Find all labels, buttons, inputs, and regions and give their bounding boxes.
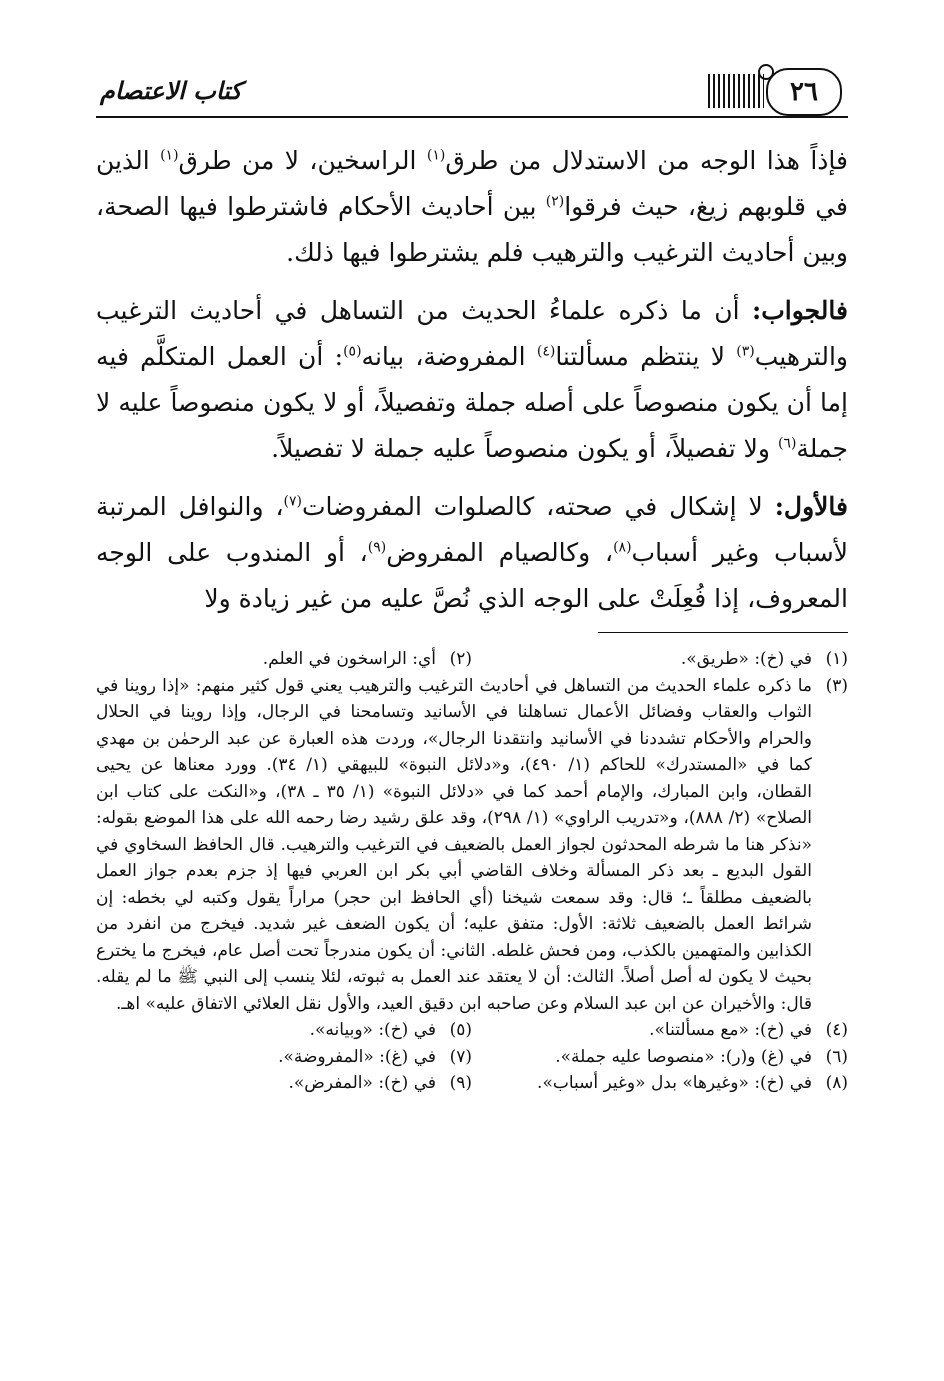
footnote-text: ما ذكره علماء الحديث من التساهل في أحاديث الترغيب والترهيب يعني قول كثير منهم: «إذا روينا في الثواب والعقاب وفضائل الأعمال تساهلنا في الأسانيد وتسامحنا في الرجال، وإذا روينا في الحلال والحرام والأحكام تشددنا في الأسانيد وانتقدنا الرجال»، وردت هذه العبارة عن عبد الرحمٰن بن مهدي كما في «المستدرك» للحاكم (١/ ٤٩٠)، و«دلائل النبوة» للبيهقي (١/ ٣٤). وورد معناها عن يحيى القطان، وابن المبارك، والإمام أحمد كما في «دلائل النبوة» (١/ ٣٥ ـ ٣٨)، و«النكت على كتاب ابن الصلاح» (٢/ ٨٨٨)، و«تدريب الراوي» (١/ ٢٩٨)، وقد علق رشيد رضا رحمه الله على هذا الموضع بقوله: «نذكر هنا ما شرطه المحدثون لجواز العمل بالضعيف في الترغيب والترهيب. قال الحافظ السخاوي في القول البديع ـ بعد ذكر المسألة وخلاف القاضي أبي بكر ابن العربي فيها إذ جزم بعدم جواز العمل بالضعيف مطلقاً ـ؛ قال: وقد سمعت شيخنا (أي الحافظ ابن حجر) مراراً يقول وكتبه لي بخطه: إن شرائط العمل بالضعيف ثلاثة: الأول: متفق عليه؛ أن يكون الضعف غير شديد. فيخرج من انفرد من الكذابين والمتهمين بالكذب، ومن فحش غلطه. الثاني: أن يكون مندرجاً تحت أصل عام، فيخرج ما يخترع بحيث لا يكون له أصل أصلاً. الثالث: أن لا يعتقد عند العمل به ثبوته، لئلا ينسب إلى النبي ﷺ ما لم يقله. قال: والأخيران عن ابن عبد السلام وعن صاحبه ابن دقيق العيد، والأول نقل العلائي الاتفاق عليه» اهـ. [96,675,813,1014]
footnote-marker: (٢) [545,193,565,210]
footnotes [96,646,848,1097]
footnote-text: في (خ): «طريق». [680,649,812,669]
footnote-7 [96,1044,472,1071]
footnote-number: (٣) [825,675,848,696]
footnote-4 [472,1017,848,1044]
paragraph-3 [96,484,848,622]
footnote-number: (٧) [449,1046,472,1067]
p3-text-a: لا إشكال في صحته، كالصلوات المفروضات [301,492,775,521]
footnote-9 [96,1070,472,1097]
footnote-text: أي: الراسخون في العلم. [262,649,436,669]
p2-lead: فالجواب: [752,296,848,325]
p1-text-a: فإذاً هذا الوجه من الاستدلال من طرق [445,146,849,175]
footnote-text: في (غ): «المفروضة». [278,1046,436,1067]
footnote-text: في (غ) و(ر): «منصوصا عليه جملة». [555,1046,812,1067]
footnote-6 [472,1044,848,1071]
p3-lead: فالأول: [774,492,848,521]
footnote-text: في (خ): «المفرض». [288,1073,436,1093]
footnote-number: (٤) [825,1020,848,1040]
p2-text-c: المفروضة، بيانه [361,342,537,371]
footnote-row [96,1017,848,1044]
footnote-number: (٨) [825,1073,848,1093]
footnote-marker: (٦) [777,435,797,452]
page-number: ٢٦ [790,77,818,107]
p1-text-d: بين أحاديث الأحكام فاشترطوا فيها الصحة، وبين أحاديث الترغيب والترهيب فلم يشترطوا فيها ذلك. [96,192,848,267]
footnote-1 [472,646,848,673]
footnote-2 [96,646,472,673]
header-ornament-bars [708,74,764,108]
footnote-text: في (خ): «وغيرها» بدل «وغير أسباب». [537,1073,812,1093]
page-number-badge [766,68,842,116]
p3-text-b: ، والنوافل المرتبة لأسباب وغير أسباب [96,492,849,567]
footnote-marker: (٧) [283,493,302,510]
footnote-marker: (٨) [613,539,632,556]
footnote-separator [598,632,848,633]
footnote-number: (٢) [449,649,472,669]
footnote-text: في (خ): «وبيانه». [309,1020,436,1040]
p2-text-e: ولا تفصيلاً، أو يكون منصوصاً عليه جملة لا تفصيلاً. [271,434,778,463]
footnote-row [96,1044,848,1071]
footnote-marker: (٤) [536,343,556,360]
footnote-number: (٥) [449,1020,472,1040]
footnote-marker: (١) [160,147,179,164]
footnote-marker: (٣) [736,343,755,360]
paragraph-1 [96,138,848,276]
page-header [96,64,848,126]
p2-text-a: أن ما ذكره علماءُ الحديث من التساهل في أحاديث الترغيب والترهيب [96,296,848,371]
footnote-number: (٦) [825,1046,848,1067]
footnote-row [96,1070,848,1097]
footnote-marker: (٩) [367,539,387,556]
paragraph-2 [96,288,848,472]
header-rule [96,116,848,118]
footnote-number: (١) [825,649,848,669]
p3-text-d: ، أو المندوب على الوجه المعروف، إذا فُعِلَتْ على الوجه الذي نُصَّ عليه من غير زيادة ولا [96,538,848,613]
footnote-marker: (٥) [343,343,362,360]
p1-text-c: الذين في قلوبهم زيغ، حيث فرقوا [96,146,848,221]
footnote-text: في (خ): «مع مسألتنا». [649,1020,812,1040]
p2-text-b: لا ينتظم مسألتنا [555,342,737,371]
p3-text-c: ، وكالصيام المفروض [386,538,614,567]
footnote-5 [96,1017,472,1044]
footnote-marker: (١) [426,147,446,164]
book-title: كتاب الاعتصام [100,76,242,105]
p1-text-b: الراسخين، لا من طرق [178,146,427,175]
p2-text-d: : أن العمل المتكلَّم فيه إما أن يكون منصوصاً على أصله جملة وتفصيلاً، أو لا يكون منصوصاً عليه لا جملة [96,342,848,463]
footnote-number: (٩) [449,1073,472,1093]
footnote-3 [96,673,848,1018]
main-text [96,138,848,634]
footnote-row [96,646,848,673]
footnote-8 [472,1070,848,1097]
